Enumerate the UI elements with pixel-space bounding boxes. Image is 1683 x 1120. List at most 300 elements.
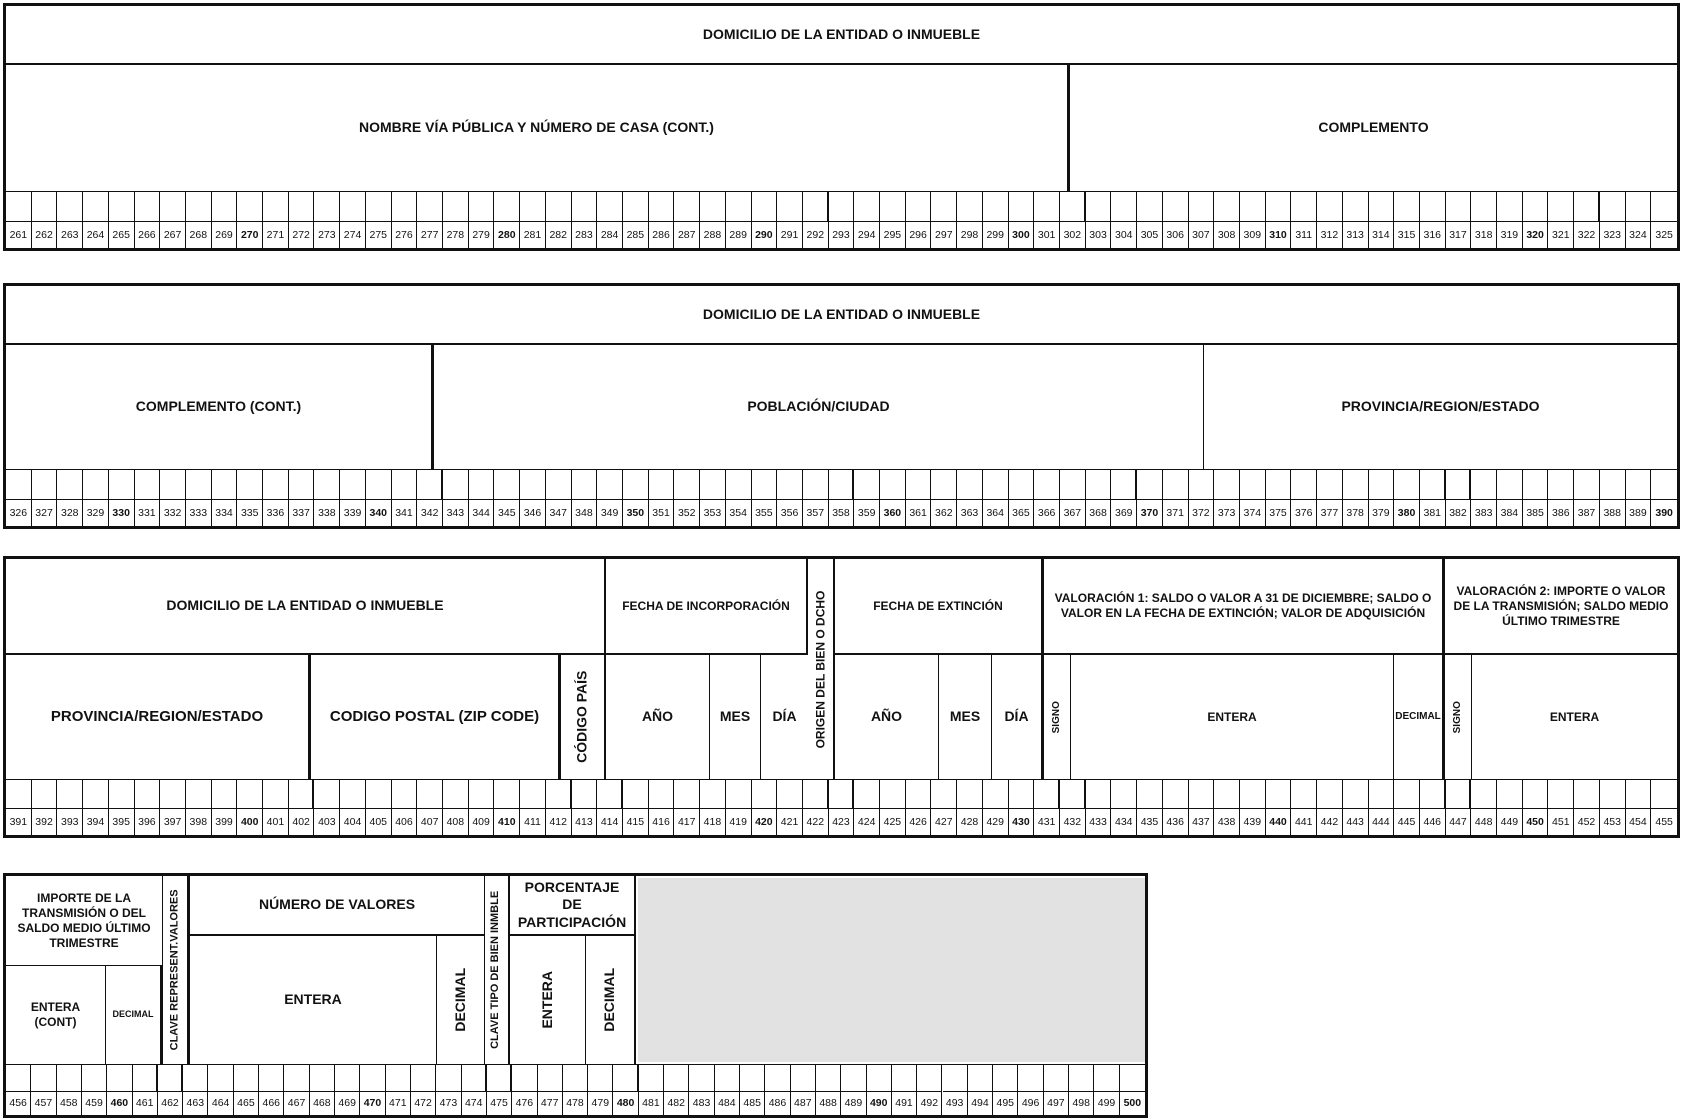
position-box[interactable] bbox=[133, 1065, 158, 1092]
position-number: 271 bbox=[263, 221, 289, 248]
position-box[interactable] bbox=[1369, 780, 1395, 809]
position-box[interactable] bbox=[1189, 780, 1215, 809]
position-box[interactable] bbox=[597, 192, 623, 222]
position-box[interactable] bbox=[32, 192, 58, 222]
position-box[interactable] bbox=[700, 192, 726, 222]
position-box[interactable] bbox=[1086, 192, 1112, 222]
position-box[interactable] bbox=[740, 1065, 765, 1092]
position-box[interactable] bbox=[212, 192, 238, 222]
valuation-2-label: VALORACIÓN 2: IMPORTE O VALOR DE LA TRANSMISIÓN; SALDO MEDIO ÚLTIMO TRIMESTRE bbox=[1445, 559, 1677, 655]
position-box[interactable] bbox=[263, 470, 289, 500]
position-box[interactable] bbox=[6, 1065, 31, 1092]
position-number: 298 bbox=[957, 221, 983, 248]
position-box[interactable] bbox=[520, 780, 546, 809]
position-box[interactable] bbox=[777, 780, 803, 809]
position-box[interactable] bbox=[31, 1065, 56, 1092]
position-box[interactable] bbox=[1497, 780, 1523, 809]
position-box[interactable] bbox=[1446, 470, 1472, 500]
position-number: 285 bbox=[623, 221, 649, 248]
position-box[interactable] bbox=[263, 780, 289, 809]
position-box[interactable] bbox=[1111, 192, 1137, 222]
position-number: 323 bbox=[1600, 221, 1626, 248]
position-box[interactable] bbox=[1266, 192, 1292, 222]
position-box[interactable] bbox=[1240, 780, 1266, 809]
position-box[interactable] bbox=[160, 780, 186, 809]
position-box[interactable] bbox=[572, 780, 598, 809]
position-box[interactable] bbox=[1034, 192, 1060, 222]
position-box[interactable] bbox=[572, 192, 598, 222]
position-box[interactable] bbox=[366, 780, 392, 809]
position-number: 436 bbox=[1163, 808, 1189, 835]
position-box[interactable] bbox=[726, 780, 752, 809]
position-box[interactable] bbox=[314, 470, 340, 500]
position-box[interactable] bbox=[1394, 780, 1420, 809]
position-box[interactable] bbox=[880, 780, 906, 809]
position-box[interactable] bbox=[83, 470, 109, 500]
section-2-title: DOMICILIO DE LA ENTIDAD O INMUEBLE bbox=[6, 286, 1677, 345]
position-box[interactable] bbox=[340, 192, 366, 222]
country-code-label bbox=[561, 655, 606, 779]
position-box[interactable] bbox=[417, 192, 443, 222]
position-box[interactable] bbox=[1600, 470, 1626, 500]
position-number: 430 bbox=[1009, 808, 1035, 835]
position-box[interactable] bbox=[752, 470, 778, 500]
position-number: 282 bbox=[546, 221, 572, 248]
position-box[interactable] bbox=[135, 780, 161, 809]
position-box[interactable] bbox=[892, 1065, 917, 1092]
position-box[interactable] bbox=[623, 192, 649, 222]
position-box[interactable] bbox=[1626, 192, 1652, 222]
position-box[interactable] bbox=[1009, 192, 1035, 222]
position-box[interactable] bbox=[726, 192, 752, 222]
position-box[interactable] bbox=[1044, 1065, 1069, 1092]
position-box[interactable] bbox=[1343, 780, 1369, 809]
position-box[interactable] bbox=[664, 1065, 689, 1092]
position-box[interactable] bbox=[57, 1065, 82, 1092]
position-number: 273 bbox=[314, 221, 340, 248]
position-number: 291 bbox=[777, 221, 803, 248]
position-box[interactable] bbox=[880, 470, 906, 500]
position-number: 480 bbox=[613, 1091, 638, 1115]
position-box[interactable] bbox=[32, 780, 58, 809]
position-number: 459 bbox=[82, 1091, 107, 1115]
position-box[interactable] bbox=[314, 780, 340, 809]
position-box[interactable] bbox=[957, 470, 983, 500]
position-box[interactable] bbox=[417, 470, 443, 500]
position-box[interactable] bbox=[469, 192, 495, 222]
position-box[interactable] bbox=[1626, 470, 1652, 500]
position-box[interactable] bbox=[1317, 192, 1343, 222]
position-box[interactable] bbox=[1471, 780, 1497, 809]
position-box[interactable] bbox=[1214, 192, 1240, 222]
position-box[interactable] bbox=[443, 780, 469, 809]
position-box[interactable] bbox=[1163, 192, 1189, 222]
position-number: 265 bbox=[109, 221, 135, 248]
position-box[interactable] bbox=[623, 780, 649, 809]
position-box[interactable] bbox=[1120, 1065, 1145, 1092]
position-box[interactable] bbox=[494, 470, 520, 500]
position-box[interactable] bbox=[135, 192, 161, 222]
position-box[interactable] bbox=[700, 470, 726, 500]
num-values-integer-label: ENTERA bbox=[190, 936, 437, 1064]
position-box[interactable] bbox=[639, 1065, 664, 1092]
position-box[interactable] bbox=[462, 1065, 487, 1092]
position-box[interactable] bbox=[1446, 192, 1472, 222]
position-box[interactable] bbox=[512, 1065, 537, 1092]
position-box[interactable] bbox=[674, 192, 700, 222]
position-box[interactable] bbox=[906, 470, 932, 500]
position-box[interactable] bbox=[57, 192, 83, 222]
position-number: 437 bbox=[1189, 808, 1215, 835]
position-box[interactable] bbox=[1094, 1065, 1119, 1092]
position-box[interactable] bbox=[32, 470, 58, 500]
position-box[interactable] bbox=[208, 1065, 233, 1092]
position-box[interactable] bbox=[906, 192, 932, 222]
position-box[interactable] bbox=[1266, 470, 1292, 500]
position-box[interactable] bbox=[83, 192, 109, 222]
position-number: 433 bbox=[1086, 808, 1112, 835]
position-box[interactable] bbox=[791, 1065, 816, 1092]
position-box[interactable] bbox=[237, 470, 263, 500]
position-box[interactable] bbox=[469, 780, 495, 809]
position-box[interactable] bbox=[906, 780, 932, 809]
position-box[interactable] bbox=[1291, 780, 1317, 809]
position-box[interactable] bbox=[443, 470, 469, 500]
position-box[interactable] bbox=[1291, 192, 1317, 222]
position-box[interactable] bbox=[597, 470, 623, 500]
position-box[interactable] bbox=[469, 470, 495, 500]
position-box[interactable] bbox=[360, 1065, 385, 1092]
position-box[interactable] bbox=[158, 1065, 183, 1092]
percentage-integer-label bbox=[510, 936, 586, 1064]
position-number: 487 bbox=[791, 1091, 816, 1115]
position-box[interactable] bbox=[803, 470, 829, 500]
position-box[interactable] bbox=[160, 192, 186, 222]
num-values-label: NÚMERO DE VALORES bbox=[190, 876, 485, 936]
position-box[interactable] bbox=[340, 470, 366, 500]
position-number: 405 bbox=[366, 808, 392, 835]
position-box[interactable] bbox=[1018, 1065, 1043, 1092]
position-box[interactable] bbox=[649, 192, 675, 222]
position-box[interactable] bbox=[386, 1065, 411, 1092]
position-box[interactable] bbox=[689, 1065, 714, 1092]
position-box[interactable] bbox=[1548, 192, 1574, 222]
position-box[interactable] bbox=[392, 192, 418, 222]
position-box[interactable] bbox=[1420, 780, 1446, 809]
position-box[interactable] bbox=[1343, 470, 1369, 500]
position-number: 314 bbox=[1369, 221, 1395, 248]
percentage-decimal-text: DECIMAL bbox=[601, 968, 618, 1032]
position-box[interactable] bbox=[1369, 470, 1395, 500]
position-box[interactable] bbox=[1523, 780, 1549, 809]
position-box[interactable] bbox=[1523, 470, 1549, 500]
position-box[interactable] bbox=[854, 470, 880, 500]
position-box[interactable] bbox=[340, 780, 366, 809]
position-box[interactable] bbox=[1343, 192, 1369, 222]
position-box[interactable] bbox=[160, 470, 186, 500]
position-box[interactable] bbox=[546, 192, 572, 222]
position-box[interactable] bbox=[1163, 780, 1189, 809]
position-box[interactable] bbox=[411, 1065, 436, 1092]
position-box[interactable] bbox=[82, 1065, 107, 1092]
position-box[interactable] bbox=[259, 1065, 284, 1092]
position-box[interactable] bbox=[957, 192, 983, 222]
position-box[interactable] bbox=[436, 1065, 461, 1092]
position-box[interactable] bbox=[183, 1065, 208, 1092]
position-box[interactable] bbox=[803, 192, 829, 222]
position-box[interactable] bbox=[674, 470, 700, 500]
position-box[interactable] bbox=[546, 780, 572, 809]
position-box[interactable] bbox=[649, 780, 675, 809]
position-number: 325 bbox=[1655, 228, 1673, 241]
position-box[interactable] bbox=[752, 192, 778, 222]
position-box[interactable] bbox=[135, 470, 161, 500]
position-box[interactable] bbox=[538, 1065, 563, 1092]
position-box[interactable] bbox=[109, 470, 135, 500]
position-box[interactable] bbox=[1086, 780, 1112, 809]
position-box[interactable] bbox=[186, 192, 212, 222]
position-box[interactable] bbox=[1317, 470, 1343, 500]
position-box[interactable] bbox=[6, 192, 32, 222]
position-number: 344 bbox=[469, 499, 495, 526]
position-box[interactable] bbox=[829, 192, 855, 222]
position-box[interactable] bbox=[777, 470, 803, 500]
position-box[interactable] bbox=[284, 1065, 309, 1092]
position-box[interactable] bbox=[1240, 192, 1266, 222]
position-box[interactable] bbox=[520, 192, 546, 222]
position-box[interactable] bbox=[109, 780, 135, 809]
position-box[interactable] bbox=[854, 192, 880, 222]
position-box[interactable] bbox=[917, 1065, 942, 1092]
position-box[interactable] bbox=[335, 1065, 360, 1092]
position-box[interactable] bbox=[943, 1065, 968, 1092]
position-box[interactable] bbox=[1060, 780, 1086, 809]
position-number: 452 bbox=[1574, 808, 1600, 835]
position-box[interactable] bbox=[1291, 470, 1317, 500]
position-box[interactable] bbox=[310, 1065, 335, 1092]
position-number: 295 bbox=[880, 221, 906, 248]
position-box[interactable] bbox=[867, 1065, 892, 1092]
position-box[interactable] bbox=[520, 470, 546, 500]
position-box[interactable] bbox=[546, 470, 572, 500]
position-number: 275 bbox=[366, 221, 392, 248]
position-number: 334 bbox=[212, 499, 238, 526]
position-box[interactable] bbox=[854, 780, 880, 809]
position-box[interactable] bbox=[212, 780, 238, 809]
position-box[interactable] bbox=[572, 470, 598, 500]
position-box[interactable] bbox=[588, 1065, 613, 1092]
position-box[interactable] bbox=[494, 780, 520, 809]
position-number: 278 bbox=[443, 221, 469, 248]
position-box[interactable] bbox=[109, 192, 135, 222]
position-box[interactable] bbox=[931, 470, 957, 500]
position-box[interactable] bbox=[1240, 470, 1266, 500]
position-box[interactable] bbox=[237, 780, 263, 809]
position-number: 481 bbox=[639, 1091, 664, 1115]
position-number: 394 bbox=[83, 808, 109, 835]
position-box[interactable] bbox=[1548, 470, 1574, 500]
position-box[interactable] bbox=[752, 780, 778, 809]
position-box[interactable] bbox=[1060, 470, 1086, 500]
position-number: 494 bbox=[968, 1091, 993, 1115]
position-box[interactable] bbox=[6, 780, 32, 809]
position-number: 444 bbox=[1369, 808, 1395, 835]
position-number: 420 bbox=[752, 808, 778, 835]
complement-label: COMPLEMENTO bbox=[1318, 119, 1429, 136]
position-box[interactable] bbox=[1009, 780, 1035, 809]
position-box[interactable] bbox=[1523, 192, 1549, 222]
position-box[interactable] bbox=[1574, 780, 1600, 809]
position-box[interactable] bbox=[6, 470, 32, 500]
origin-label bbox=[808, 559, 835, 779]
position-box[interactable] bbox=[803, 780, 829, 809]
position-number: 302 bbox=[1060, 221, 1086, 248]
position-box[interactable] bbox=[263, 192, 289, 222]
position-box[interactable] bbox=[983, 192, 1009, 222]
position-number: 268 bbox=[186, 221, 212, 248]
position-box[interactable] bbox=[829, 470, 855, 500]
position-box[interactable] bbox=[1009, 470, 1035, 500]
position-box[interactable] bbox=[314, 192, 340, 222]
position-box[interactable] bbox=[57, 780, 83, 809]
position-box[interactable] bbox=[841, 1065, 866, 1092]
position-box[interactable] bbox=[726, 470, 752, 500]
position-box[interactable] bbox=[83, 780, 109, 809]
position-box[interactable] bbox=[1574, 470, 1600, 500]
position-number: 448 bbox=[1471, 808, 1497, 835]
position-number: 389 bbox=[1626, 499, 1652, 526]
position-box[interactable] bbox=[1446, 780, 1472, 809]
position-number: 274 bbox=[340, 221, 366, 248]
position-box[interactable] bbox=[57, 470, 83, 500]
position-box[interactable] bbox=[983, 470, 1009, 500]
position-box[interactable] bbox=[765, 1065, 790, 1092]
position-box[interactable] bbox=[1574, 192, 1600, 222]
val2-sign-label bbox=[1445, 655, 1472, 779]
num-values-decimal-text: DECIMAL bbox=[451, 968, 468, 1032]
position-box[interactable] bbox=[366, 470, 392, 500]
position-box[interactable] bbox=[1086, 470, 1112, 500]
position-number: 281 bbox=[520, 221, 546, 248]
position-box[interactable] bbox=[443, 192, 469, 222]
position-number: 385 bbox=[1523, 499, 1549, 526]
position-number: 305 bbox=[1137, 221, 1163, 248]
position-box[interactable] bbox=[968, 1065, 993, 1092]
position-box[interactable] bbox=[392, 470, 418, 500]
position-number: 366 bbox=[1034, 499, 1060, 526]
position-box[interactable] bbox=[1651, 470, 1677, 500]
position-box[interactable] bbox=[957, 780, 983, 809]
position-box[interactable] bbox=[1163, 470, 1189, 500]
position-number: 424 bbox=[854, 808, 880, 835]
position-box[interactable] bbox=[880, 192, 906, 222]
position-box[interactable] bbox=[1214, 780, 1240, 809]
position-box[interactable] bbox=[715, 1065, 740, 1092]
position-box[interactable] bbox=[623, 470, 649, 500]
position-box[interactable] bbox=[1369, 192, 1395, 222]
position-number: 493 bbox=[943, 1091, 968, 1115]
position-box[interactable] bbox=[983, 780, 1009, 809]
position-box[interactable] bbox=[1060, 192, 1086, 222]
position-box[interactable] bbox=[563, 1065, 588, 1092]
position-box[interactable] bbox=[1497, 192, 1523, 222]
position-box[interactable] bbox=[1471, 470, 1497, 500]
position-box[interactable] bbox=[234, 1065, 259, 1092]
position-box[interactable] bbox=[1189, 192, 1215, 222]
position-box[interactable] bbox=[1189, 470, 1215, 500]
position-box[interactable] bbox=[1471, 192, 1497, 222]
position-box[interactable] bbox=[649, 470, 675, 500]
rep-key-label bbox=[163, 876, 190, 1064]
position-box[interactable] bbox=[494, 192, 520, 222]
position-box[interactable] bbox=[392, 780, 418, 809]
position-number: 439 bbox=[1240, 808, 1266, 835]
position-box[interactable] bbox=[931, 780, 957, 809]
position-box[interactable] bbox=[1137, 470, 1163, 500]
position-box[interactable] bbox=[1420, 192, 1446, 222]
position-box[interactable] bbox=[1394, 192, 1420, 222]
position-number: 427 bbox=[931, 808, 957, 835]
position-box[interactable] bbox=[1034, 780, 1060, 809]
position-box[interactable] bbox=[1497, 470, 1523, 500]
position-box[interactable] bbox=[1420, 470, 1446, 500]
position-number: 388 bbox=[1600, 499, 1626, 526]
position-box[interactable] bbox=[1626, 780, 1652, 809]
position-box[interactable] bbox=[1394, 470, 1420, 500]
position-box[interactable] bbox=[1069, 1065, 1094, 1092]
position-box[interactable] bbox=[1548, 780, 1574, 809]
position-box[interactable] bbox=[829, 780, 855, 809]
position-box[interactable] bbox=[1651, 780, 1677, 809]
position-box[interactable] bbox=[1111, 780, 1137, 809]
position-box[interactable] bbox=[289, 470, 315, 500]
position-number: 413 bbox=[572, 808, 598, 835]
position-box[interactable] bbox=[931, 192, 957, 222]
position-box[interactable] bbox=[1600, 780, 1626, 809]
position-box[interactable] bbox=[1137, 780, 1163, 809]
position-box[interactable] bbox=[1600, 192, 1626, 222]
position-box[interactable] bbox=[487, 1065, 512, 1092]
position-box[interactable] bbox=[417, 780, 443, 809]
position-box[interactable] bbox=[700, 780, 726, 809]
position-box[interactable] bbox=[186, 780, 212, 809]
position-box[interactable] bbox=[1214, 470, 1240, 500]
position-box[interactable] bbox=[1651, 192, 1677, 222]
position-box[interactable] bbox=[674, 780, 700, 809]
position-number: 384 bbox=[1497, 499, 1523, 526]
position-box[interactable] bbox=[993, 1065, 1018, 1092]
position-box[interactable] bbox=[1034, 470, 1060, 500]
position-box[interactable] bbox=[1266, 780, 1292, 809]
position-number: 443 bbox=[1343, 808, 1369, 835]
position-box[interactable] bbox=[1137, 192, 1163, 222]
position-box[interactable] bbox=[1317, 780, 1343, 809]
position-box[interactable] bbox=[597, 780, 623, 809]
position-box[interactable] bbox=[107, 1065, 132, 1092]
position-box[interactable] bbox=[1111, 470, 1137, 500]
position-box[interactable] bbox=[237, 192, 263, 222]
position-box[interactable] bbox=[212, 470, 238, 500]
position-box[interactable] bbox=[289, 192, 315, 222]
position-box[interactable] bbox=[366, 192, 392, 222]
position-box[interactable] bbox=[777, 192, 803, 222]
position-number: 290 bbox=[752, 221, 778, 248]
position-number: 403 bbox=[314, 808, 340, 835]
position-box[interactable] bbox=[186, 470, 212, 500]
position-box[interactable] bbox=[289, 780, 315, 809]
position-box[interactable] bbox=[613, 1065, 638, 1092]
position-box[interactable] bbox=[816, 1065, 841, 1092]
